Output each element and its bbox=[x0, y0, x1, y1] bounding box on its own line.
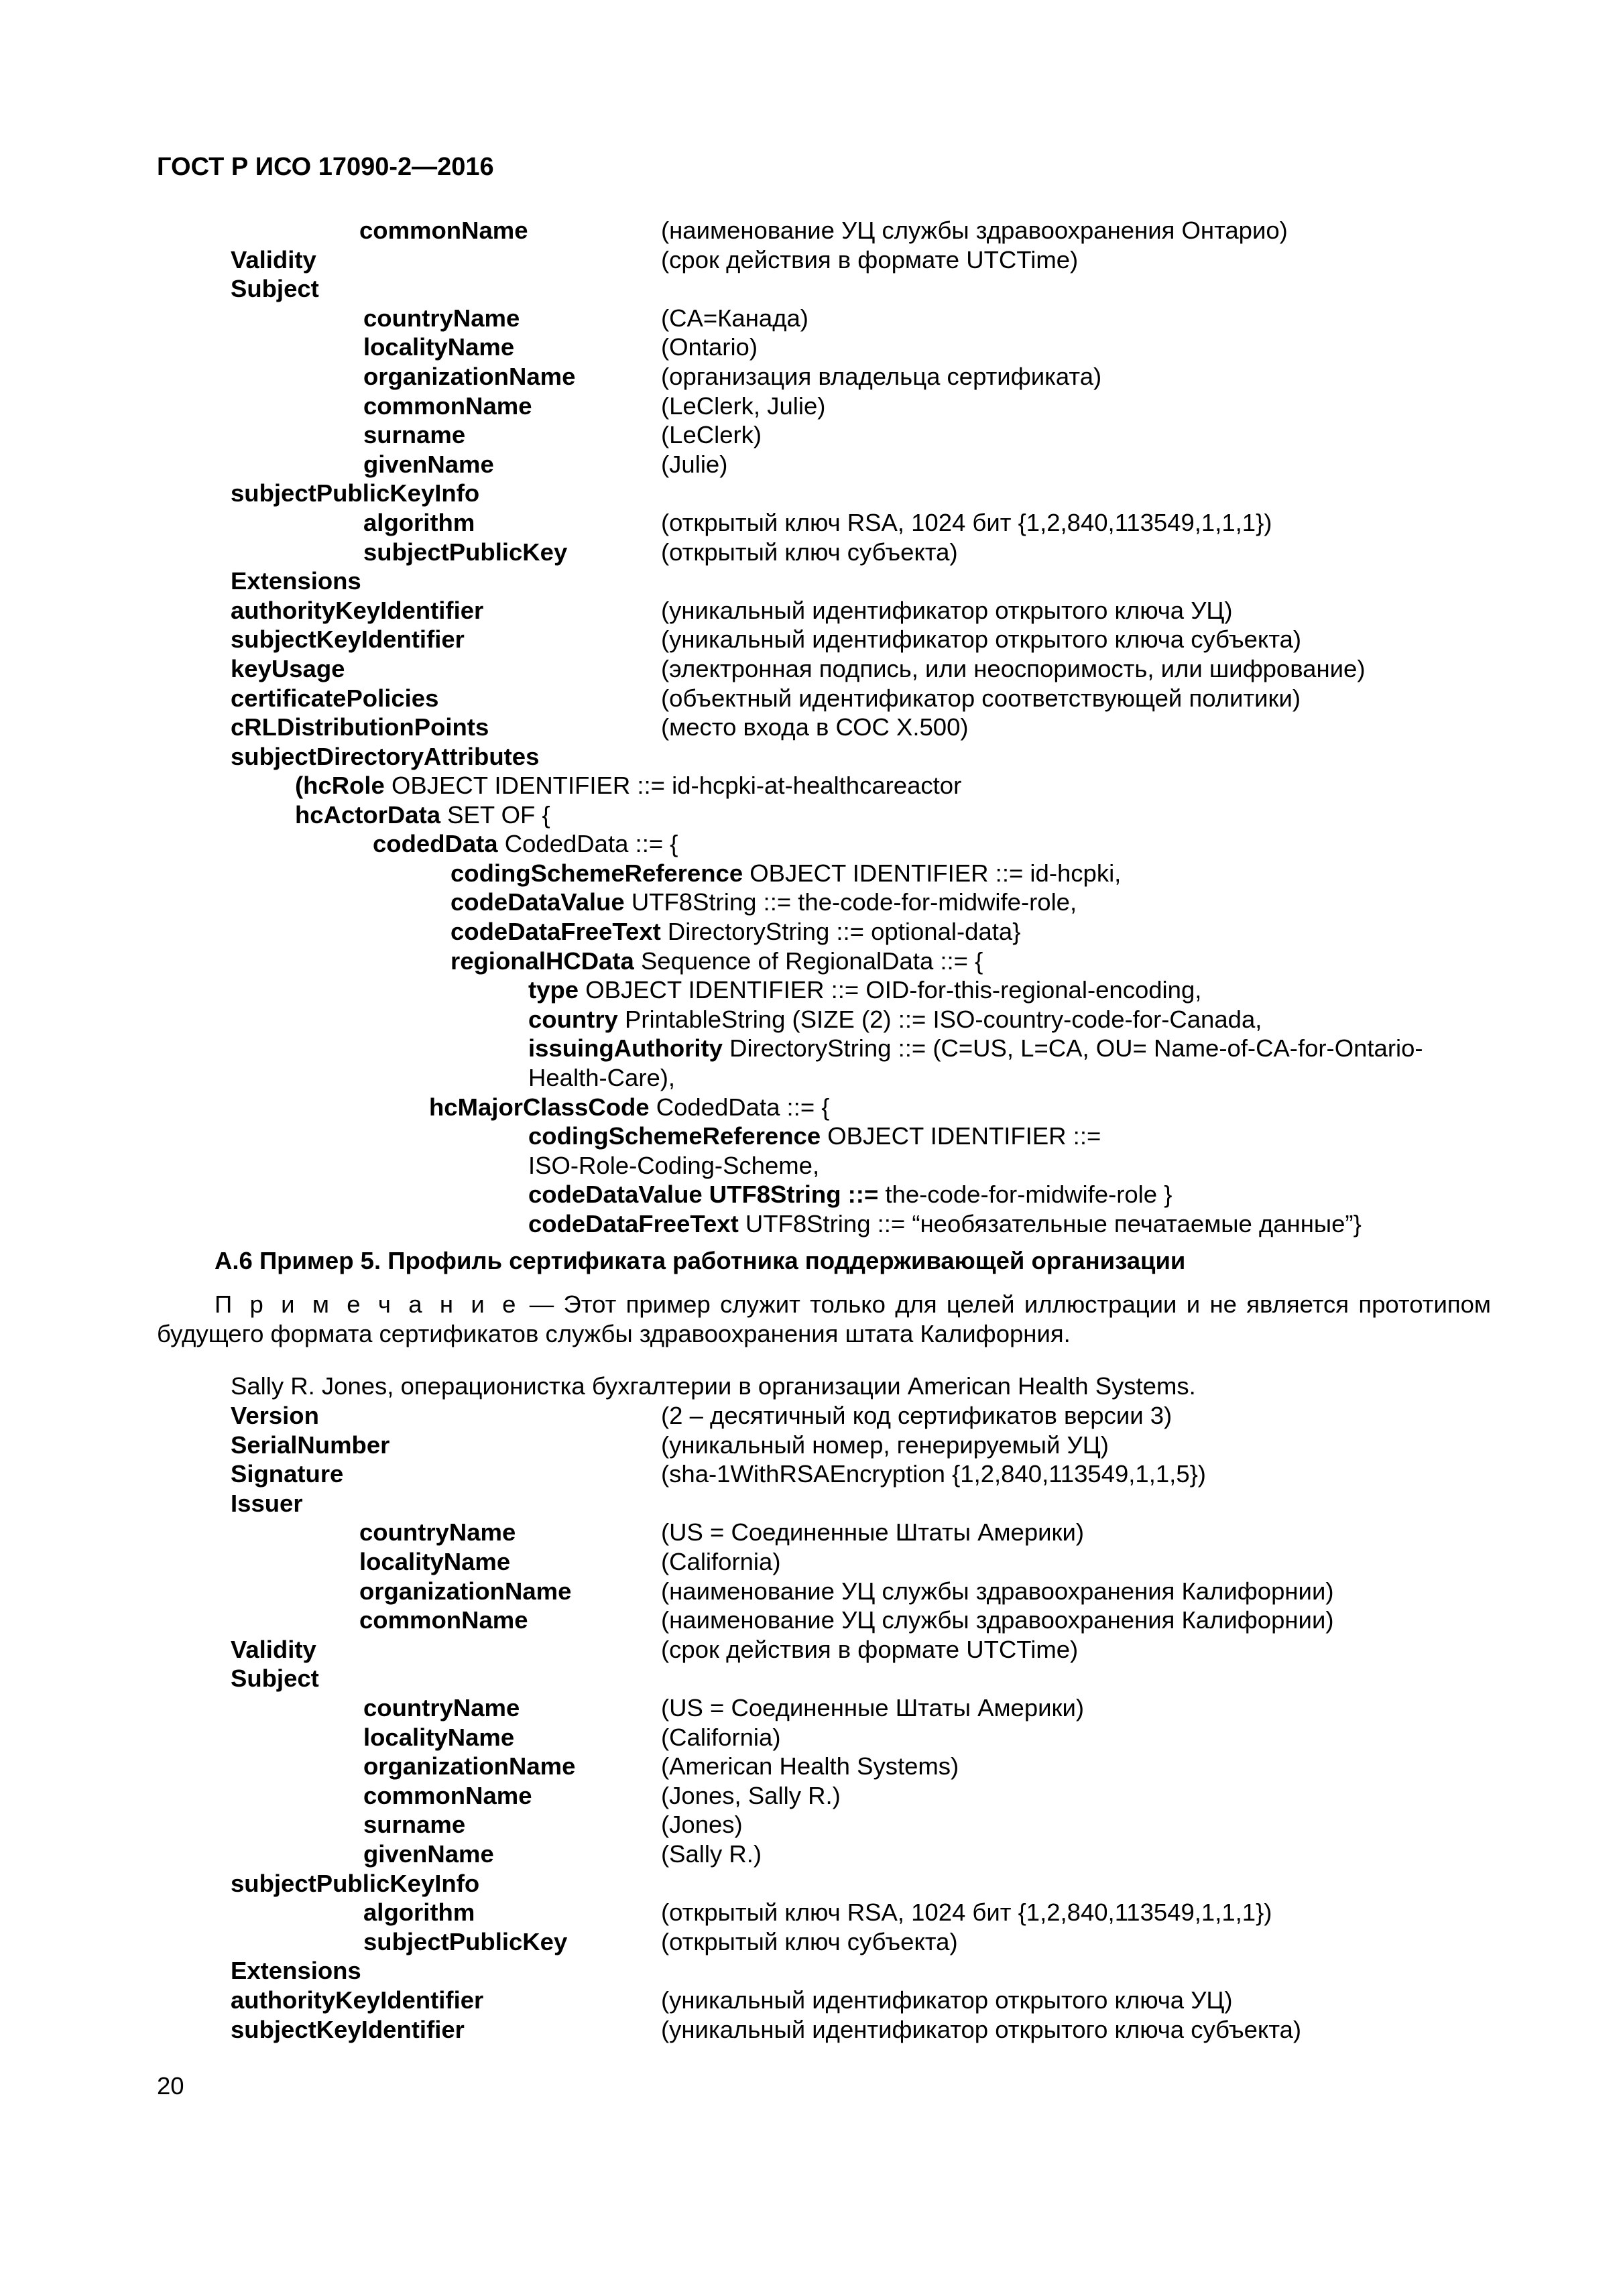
field-row bbox=[0, 654, 1623, 684]
code-keyword: hcActorData bbox=[295, 800, 441, 829]
field-value: (US = Соединенные Штаты Америки) bbox=[661, 1518, 1085, 1547]
field-value: (уникальный идентификатор открытого ключа субъекта) bbox=[661, 625, 1302, 654]
field-value: (объектный идентификатор соответствующей политики) bbox=[661, 684, 1301, 712]
field-row bbox=[0, 333, 1623, 362]
field-row bbox=[0, 1431, 1623, 1460]
code-keyword: codedData bbox=[373, 830, 498, 858]
field-value: (организация владельца сертификата) bbox=[661, 363, 1102, 390]
field-row bbox=[0, 1723, 1623, 1752]
field-row bbox=[0, 479, 1623, 508]
code-text: DirectoryString ::= optional-data} bbox=[660, 918, 1021, 945]
code-text: OBJECT IDENTIFIER ::= id-hcpki-at-healthcareactor bbox=[384, 772, 962, 799]
field-name: SerialNumber bbox=[231, 1431, 390, 1459]
code-text: SET OF { bbox=[440, 800, 550, 829]
code-text: PrintableString (SIZE (2) ::= ISO-country-code-for-Canada, bbox=[617, 1005, 1262, 1033]
field-value: (место входа в СОС X.500) bbox=[661, 713, 969, 741]
code-text: DirectoryString ::= (C=US, L=CA, OU= Name-of-CA-for-Ontario- bbox=[722, 1034, 1423, 1063]
code-line bbox=[429, 1093, 829, 1122]
field-name: Issuer bbox=[231, 1489, 303, 1517]
field-value: (Jones) bbox=[661, 1811, 743, 1839]
field-name: algorithm bbox=[363, 509, 475, 536]
field-row bbox=[0, 1956, 1623, 1986]
field-value: (Sally R.) bbox=[661, 1840, 762, 1868]
code-text: Sequence of RegionalData ::= { bbox=[634, 947, 983, 975]
field-name: organizationName bbox=[359, 1577, 572, 1605]
code-line bbox=[295, 800, 550, 830]
field-row bbox=[0, 596, 1623, 625]
field-row bbox=[0, 1577, 1623, 1606]
field-row bbox=[0, 450, 1623, 479]
code-keyword: codeDataValue bbox=[450, 888, 625, 916]
field-name: givenName bbox=[363, 450, 494, 478]
field-row bbox=[0, 1547, 1623, 1577]
standard-header: ГОСТ Р ИСО 17090-2—2016 bbox=[157, 153, 494, 181]
code-line bbox=[450, 917, 1020, 947]
field-row bbox=[0, 1781, 1623, 1811]
field-value: (California) bbox=[661, 1548, 781, 1575]
field-row bbox=[0, 508, 1623, 538]
note-label: П р и м е ч а н и е bbox=[215, 1290, 520, 1318]
field-row bbox=[0, 304, 1623, 333]
code-text: OBJECT IDENTIFIER ::= id-hcpki, bbox=[743, 859, 1122, 887]
code-keyword: codeDataValue UTF8String ::= bbox=[528, 1181, 879, 1209]
field-name: Subject bbox=[231, 275, 319, 303]
field-row bbox=[0, 538, 1623, 567]
field-value: (уникальный номер, генерируемый УЦ) bbox=[661, 1431, 1109, 1459]
code-line bbox=[528, 1209, 1362, 1239]
code-keyword: hcMajorClassCode bbox=[429, 1093, 650, 1121]
code-text: Health-Care), bbox=[528, 1064, 676, 1091]
field-name: Extensions bbox=[231, 1957, 361, 1985]
code-keyword: codeDataFreeText bbox=[528, 1210, 739, 1237]
field-name: algorithm bbox=[363, 1898, 475, 1927]
code-line bbox=[528, 1180, 1172, 1209]
field-name: commonName bbox=[363, 1781, 532, 1809]
field-row bbox=[0, 274, 1623, 304]
code-line bbox=[528, 1151, 819, 1181]
field-name: Validity bbox=[231, 245, 316, 274]
field-name: organizationName bbox=[363, 1752, 576, 1780]
field-name: organizationName bbox=[363, 363, 576, 390]
field-row bbox=[0, 2015, 1623, 2045]
code-line bbox=[528, 1063, 675, 1093]
field-row bbox=[0, 1927, 1623, 1957]
field-value: (уникальный идентификатор открытого ключа субъекта) bbox=[661, 2015, 1302, 2043]
intro-line: Sally R. Jones, операционистка бухгалтерии в организации American Health Systems. bbox=[231, 1372, 1196, 1400]
field-name: subjectPublicKey bbox=[363, 1927, 568, 1955]
code-keyword: codeDataFreeText bbox=[450, 918, 661, 945]
code-keyword: issuingAuthority bbox=[528, 1034, 723, 1063]
field-value: (срок действия в формате UTCTime) bbox=[661, 1635, 1079, 1663]
code-line bbox=[528, 975, 1201, 1005]
field-row bbox=[0, 1401, 1623, 1431]
field-name: surname bbox=[363, 1811, 466, 1839]
field-value: (открытый ключ субъекта) bbox=[661, 538, 958, 566]
code-text: CodedData ::= { bbox=[649, 1093, 830, 1121]
field-name: keyUsage bbox=[231, 655, 345, 682]
field-row bbox=[0, 1459, 1623, 1489]
field-value: (наименование УЦ службы здравоохранения Онтарио) bbox=[661, 217, 1288, 244]
field-name: subjectDirectoryAttributes bbox=[231, 742, 540, 770]
field-name: Signature bbox=[231, 1460, 344, 1488]
field-row bbox=[0, 1986, 1623, 2015]
field-row bbox=[0, 742, 1623, 772]
field-row bbox=[0, 713, 1623, 742]
code-line bbox=[450, 888, 1077, 917]
field-row bbox=[0, 1752, 1623, 1781]
field-row bbox=[0, 1869, 1623, 1898]
field-value: (наименование УЦ службы здравоохранения Калифорнии) bbox=[661, 1577, 1334, 1605]
code-line bbox=[528, 1005, 1262, 1034]
field-row bbox=[0, 362, 1623, 391]
field-row bbox=[0, 1810, 1623, 1839]
code-text: OBJECT IDENTIFIER ::= OID-for-this-regional-encoding, bbox=[579, 976, 1202, 1004]
field-name: localityName bbox=[363, 1723, 515, 1751]
field-row bbox=[0, 1898, 1623, 1927]
field-value: (уникальный идентификатор открытого ключа УЦ) bbox=[661, 596, 1233, 624]
code-text: ISO-Role-Coding-Scheme, bbox=[528, 1151, 820, 1179]
code-line bbox=[450, 859, 1121, 888]
field-row bbox=[0, 216, 1623, 245]
field-name: subjectPublicKey bbox=[363, 538, 568, 566]
code-line bbox=[373, 829, 678, 859]
field-name: subjectKeyIdentifier bbox=[231, 625, 465, 654]
code-line bbox=[528, 1034, 1423, 1063]
field-name: countryName bbox=[363, 1694, 520, 1721]
field-value: (sha-1WithRSAEncryption {1,2,840,113549,1,1,5}) bbox=[661, 1460, 1206, 1488]
field-row bbox=[0, 245, 1623, 275]
field-value: (наименование УЦ службы здравоохранения Калифорнии) bbox=[661, 1606, 1334, 1634]
code-text: UTF8String ::= the-code-for-midwife-role, bbox=[624, 888, 1077, 916]
field-name: subjectPublicKeyInfo bbox=[231, 479, 480, 507]
code-keyword: regionalHCData bbox=[450, 947, 634, 975]
code-keyword: codingSchemeReference bbox=[528, 1122, 821, 1150]
field-row bbox=[0, 1839, 1623, 1869]
field-row bbox=[0, 1635, 1623, 1665]
field-name: certificatePolicies bbox=[231, 684, 439, 712]
field-value: (открытый ключ RSA, 1024 бит {1,2,840,113549,1,1,1}) bbox=[661, 509, 1272, 536]
field-row bbox=[0, 1489, 1623, 1518]
field-value: (открытый ключ субъекта) bbox=[661, 1927, 958, 1955]
code-text: CodedData ::= { bbox=[497, 830, 678, 858]
field-value: (электронная подпись, или неоспоримость, или шифрование) bbox=[661, 655, 1366, 682]
field-name: localityName bbox=[363, 333, 515, 361]
field-row bbox=[0, 1664, 1623, 1693]
field-name: subjectKeyIdentifier bbox=[231, 2015, 465, 2043]
field-name: localityName bbox=[359, 1548, 511, 1575]
field-name: cRLDistributionPoints bbox=[231, 713, 489, 741]
field-name: commonName bbox=[359, 1606, 528, 1634]
code-text: the-code-for-midwife-role } bbox=[878, 1181, 1173, 1209]
field-name: Subject bbox=[231, 1665, 319, 1693]
field-name: authorityKeyIdentifier bbox=[231, 596, 484, 624]
field-value: (California) bbox=[661, 1723, 781, 1751]
field-name: surname bbox=[363, 421, 466, 449]
field-name: commonName bbox=[359, 217, 528, 244]
note-text: — Этот пример служит только для целей иллюстрации и не является прототипом будущего формата сертификатов службы здравоохранения штата Калифорния. bbox=[157, 1290, 1491, 1347]
field-name: Validity bbox=[231, 1635, 316, 1663]
field-name: Version bbox=[231, 1402, 319, 1429]
field-value: (LeClerk, Julie) bbox=[661, 391, 826, 420]
code-line bbox=[528, 1122, 1101, 1151]
field-name: subjectPublicKeyInfo bbox=[231, 1869, 480, 1897]
field-value: (Jones, Sally R.) bbox=[661, 1781, 841, 1809]
field-value: (Ontario) bbox=[661, 333, 758, 361]
page-number: 20 bbox=[157, 2072, 184, 2100]
field-value: (CA=Канада) bbox=[661, 304, 808, 332]
field-name: commonName bbox=[363, 391, 532, 420]
field-name: givenName bbox=[363, 1840, 494, 1868]
section-heading: А.6 Пример 5. Профиль сертификата работника поддерживающей организации bbox=[215, 1247, 1186, 1274]
field-row bbox=[0, 625, 1623, 654]
code-text: UTF8String ::= “необязательные печатаемые данные”} bbox=[738, 1210, 1362, 1237]
field-name: authorityKeyIdentifier bbox=[231, 1986, 484, 2014]
field-value: (2 – десятичный код сертификатов версии 3) bbox=[661, 1402, 1173, 1429]
code-line bbox=[450, 947, 983, 976]
code-keyword: codingSchemeReference bbox=[450, 859, 743, 887]
field-row bbox=[0, 566, 1623, 596]
code-keyword: type bbox=[528, 976, 579, 1004]
field-name: Extensions bbox=[231, 567, 361, 595]
code-keyword: (hcRole bbox=[295, 772, 385, 799]
field-row bbox=[0, 420, 1623, 450]
field-row bbox=[0, 1606, 1623, 1635]
field-value: (срок действия в формате UTCTime) bbox=[661, 245, 1079, 274]
field-value: (US = Соединенные Штаты Америки) bbox=[661, 1694, 1085, 1721]
field-row bbox=[0, 1518, 1623, 1547]
field-row bbox=[0, 1693, 1623, 1723]
code-keyword: country bbox=[528, 1005, 618, 1033]
field-row bbox=[0, 684, 1623, 713]
code-text: OBJECT IDENTIFIER ::= bbox=[821, 1122, 1101, 1150]
field-value: (LeClerk) bbox=[661, 421, 762, 449]
field-name: countryName bbox=[359, 1518, 516, 1547]
field-row bbox=[0, 391, 1623, 421]
field-value: (уникальный идентификатор открытого ключа УЦ) bbox=[661, 1986, 1233, 2014]
field-value: (American Health Systems) bbox=[661, 1752, 959, 1780]
code-line bbox=[295, 771, 961, 800]
field-value: (Julie) bbox=[661, 450, 728, 478]
field-value: (открытый ключ RSA, 1024 бит {1,2,840,113549,1,1,1}) bbox=[661, 1898, 1272, 1927]
field-name: countryName bbox=[363, 304, 520, 332]
note-paragraph bbox=[157, 1290, 1491, 1349]
